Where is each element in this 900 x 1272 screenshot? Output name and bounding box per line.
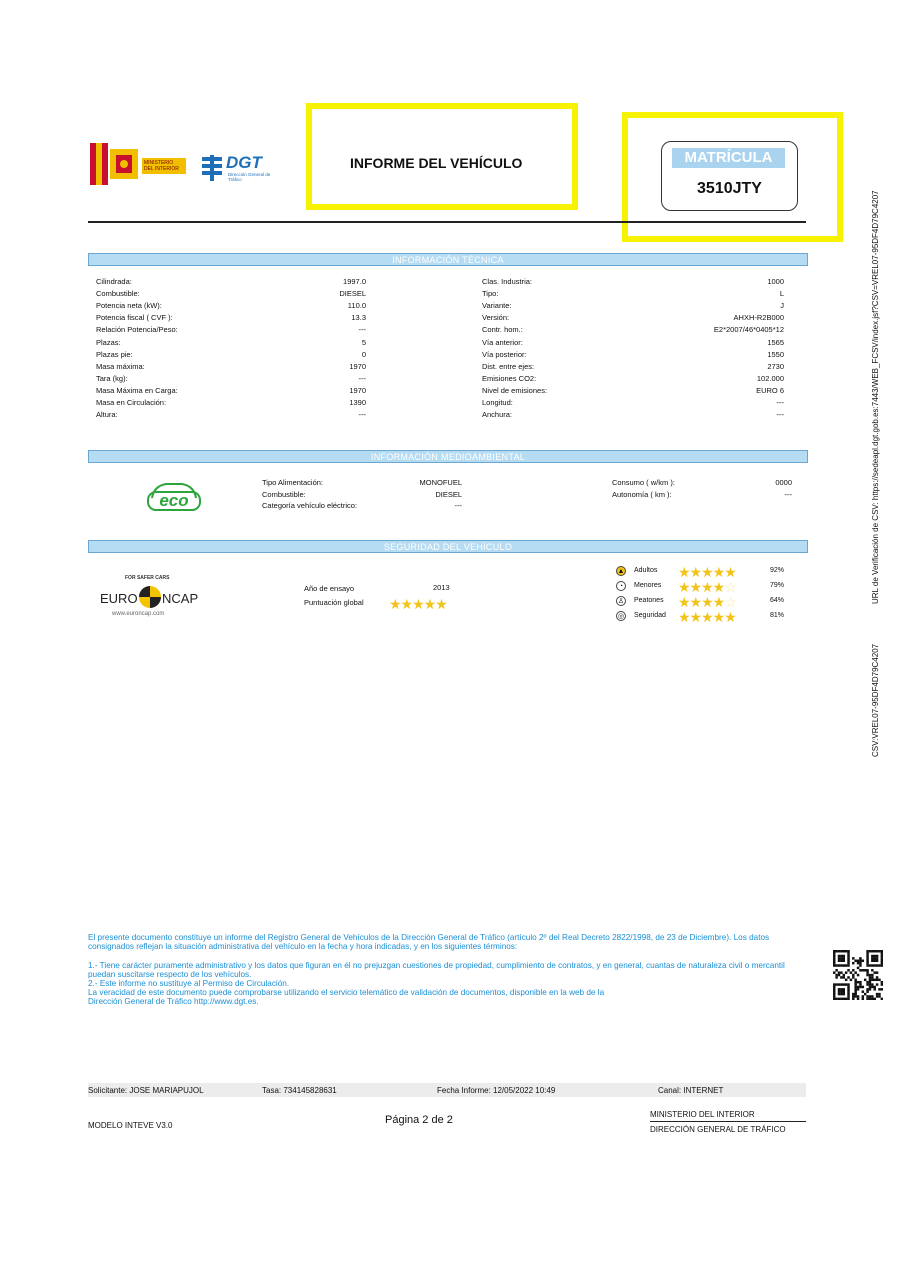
field-value: AHXH-R2B000: [733, 313, 784, 323]
field-row: [96, 409, 366, 421]
safety-category-label: Peatones: [634, 597, 664, 604]
footer-ministerio: MINISTERIO DEL INTERIOR: [650, 1110, 755, 1119]
field-value: 1970: [349, 361, 366, 371]
tech-right-column: [482, 276, 784, 426]
field-value: 1390: [349, 398, 366, 407]
legal-item-4: Dirección General de Tráfico http://www.dgt.es.: [88, 997, 259, 1006]
legal-item-1: 1.- Tiene carácter puramente administrativo y los datos que figuran en él no prejuzgan cuestiones de propiedad, cumplimiento de contratos, y en general, cuantas de naturaleza civil o mercantil puedan suscitarse respecto de los vehículos.: [88, 961, 785, 979]
footer-canal: Canal: INTERNET: [658, 1086, 724, 1095]
csv-code-vertical: CSV:VREL07-95DF4D79C4207: [871, 643, 880, 757]
dgt-logo-text: DGT: [226, 153, 262, 172]
plate-number: 3510JTY: [697, 180, 762, 197]
field-row: [482, 373, 784, 385]
field-value: DIESEL: [435, 489, 462, 499]
field-row: [96, 385, 366, 397]
field-value: ---: [784, 489, 792, 499]
field-row: [482, 276, 784, 288]
field-value: 5: [361, 337, 366, 347]
field-value: 1970: [349, 385, 366, 395]
safety-category-label: Menores: [634, 582, 662, 589]
field-value: 1997.0: [343, 277, 366, 286]
qr-code: [833, 950, 883, 1000]
child-icon: ◔: [616, 581, 626, 591]
spain-coat-of-arms: [90, 143, 140, 185]
field-value: ---: [454, 501, 462, 510]
safety-category-stars: ★★★★★: [678, 609, 736, 625]
field-label: Masa Máxima en Carga:: [96, 385, 178, 395]
test-year-value: 2013: [433, 583, 450, 592]
field-row: [482, 409, 784, 421]
field-label: Longitud:: [482, 398, 513, 407]
field-row: [482, 385, 784, 397]
footer-pagina: Página 2 de 2: [385, 1114, 453, 1126]
page-title: INFORME DEL VEHÍCULO: [350, 155, 523, 171]
footer-modelo: MODELO INTEVE V3.0: [88, 1121, 173, 1130]
euroncap-euro: EURO: [100, 591, 138, 606]
safety-categories: [616, 566, 796, 628]
field-row: [482, 361, 784, 373]
ministry-label: MINISTERIO DEL INTERIOR: [142, 158, 186, 174]
field-value: 110.0: [347, 301, 366, 311]
eco-label: eco: [159, 491, 189, 510]
field-label: Tara (kg):: [96, 373, 128, 383]
footer-rule: [650, 1121, 806, 1122]
field-label: Masa en Circulación:: [96, 398, 167, 407]
field-label: Relación Potencia/Peso:: [96, 325, 178, 335]
field-row: [96, 373, 366, 385]
field-row: [262, 500, 462, 512]
field-value: 1550: [767, 349, 784, 359]
field-row: [612, 477, 792, 489]
footer-solicitante: Solicitante: JOSE MARIAPUJOL: [88, 1086, 204, 1095]
legal-item-2: 2.- Este informe no sustituye al Permiso de Circulación.: [88, 979, 290, 988]
plate-card: [661, 141, 798, 211]
env-section-header: INFORMACIÓN MEDIOAMBIENTAL: [88, 450, 808, 463]
safety-assist-icon: ◎: [617, 613, 625, 620]
csv-url-vertical: URL de Verificación de CSV: https://sedeapl.dgt.gob.es:7443/WEB_FCSV/index.jsf?CSV=VREL07-95DF4D79C4207: [871, 190, 880, 604]
field-label: Autonomía ( km ):: [612, 489, 672, 499]
field-value: ---: [358, 410, 366, 420]
field-value: L: [779, 289, 784, 299]
field-row: [482, 312, 784, 324]
field-value: ---: [358, 373, 366, 383]
field-row: [96, 397, 366, 409]
header-rule: [88, 221, 806, 223]
field-value: 13.3: [351, 313, 366, 323]
field-label: Vía posterior:: [482, 349, 527, 359]
field-label: Categoría vehículo eléctrico:: [262, 501, 358, 510]
field-row: [482, 337, 784, 349]
dgt-subtitle: Dirección General de Tráfico: [228, 172, 271, 182]
dgt-logo: [200, 153, 280, 187]
euroncap-badge-icon: [139, 586, 161, 608]
field-row: [96, 361, 366, 373]
plate-label: MATRÍCULA: [672, 148, 785, 168]
global-score-label: Puntuación global: [304, 598, 364, 607]
field-value: 2730: [767, 361, 784, 371]
field-label: Contr. hom.:: [482, 325, 523, 335]
field-value: 0000: [775, 478, 792, 487]
field-value: E2*2007/46*0405*12: [713, 325, 784, 335]
field-label: Dist. entre ejes:: [482, 361, 535, 371]
safety-section-header: SEGURIDAD DEL VEHÍCULO: [88, 540, 808, 553]
field-value: ---: [776, 398, 784, 407]
legal-item-3: La veracidad de este documento puede comprobarse utilizando el servicio telemático de validación de documentos, disponible en la web de la: [88, 988, 605, 997]
euroncap-url: www.euroncap.com: [112, 611, 165, 617]
field-row: [262, 477, 462, 489]
field-row: [482, 397, 784, 409]
field-label: Tipo Alimentación:: [262, 478, 324, 487]
euroncap-logo: [98, 575, 198, 623]
field-label: Consumo ( w/km ):: [612, 478, 675, 487]
field-value: ---: [358, 325, 366, 335]
field-label: Emisiones CO2:: [482, 373, 537, 383]
env-right-column: [612, 477, 792, 507]
field-value: DIESEL: [339, 289, 366, 299]
field-label: Potencia fiscal ( CVF ):: [96, 313, 173, 323]
field-value: 1000: [767, 277, 784, 286]
field-row: [96, 349, 366, 361]
field-value: EURO 6: [756, 385, 784, 395]
field-row: [262, 489, 462, 501]
footer-fecha: Fecha Informe: 12/05/2022 10:49: [437, 1086, 556, 1095]
field-label: Combustible:: [96, 289, 140, 299]
safety-category-stars: ★★★★☆: [678, 594, 736, 610]
field-label: Potencia neta (kW):: [96, 301, 162, 311]
safety-category-percent: 92%: [770, 567, 785, 574]
field-label: Plazas pie:: [96, 349, 133, 359]
field-row: [612, 489, 792, 501]
field-row: [96, 324, 366, 336]
field-row: [482, 324, 784, 336]
field-value: ---: [776, 410, 784, 420]
safety-category-percent: 79%: [770, 582, 785, 589]
field-row: [96, 300, 366, 312]
field-label: Plazas:: [96, 337, 121, 347]
footer-tasa: Tasa: 734145828631: [262, 1086, 337, 1095]
field-label: Anchura:: [482, 410, 513, 420]
field-label: Cilindrada:: [96, 277, 132, 286]
field-value: 0: [361, 349, 366, 359]
adult-icon: ▲: [617, 568, 625, 575]
field-row: [96, 312, 366, 324]
field-value: J: [780, 301, 784, 311]
euroncap-ncap: NCAP: [162, 591, 199, 606]
euroncap-tagline: FOR SAFER CARS: [125, 575, 170, 581]
field-label: Nivel de emisiones:: [482, 385, 548, 395]
safety-category-stars: ★★★★★: [678, 564, 736, 580]
safety-category-label: Seguridad: [634, 612, 666, 619]
test-year-label: Año de ensayo: [304, 584, 355, 593]
field-label: Tipo:: [482, 289, 499, 299]
field-label: Vía anterior:: [482, 337, 523, 347]
field-row: [96, 288, 366, 300]
field-row: [482, 349, 784, 361]
field-row: [96, 337, 366, 349]
field-row: [482, 300, 784, 312]
field-value: 1565: [767, 337, 784, 347]
pedestrian-icon: ♙: [617, 598, 625, 605]
safety-category-stars: ★★★★☆: [678, 579, 736, 595]
tech-section-header: INFORMACIÓN TÉCNICA: [88, 253, 808, 266]
field-label: Clas. Industria:: [482, 277, 533, 286]
field-row: [96, 276, 366, 288]
field-row: [482, 288, 784, 300]
field-label: Variante:: [482, 301, 512, 311]
global-stars: ★★★★★: [389, 596, 447, 612]
field-label: Combustible:: [262, 489, 306, 499]
field-value: 102.000: [756, 373, 784, 383]
field-label: Altura:: [96, 410, 118, 420]
field-label: Masa máxima:: [96, 361, 145, 371]
tech-left-column: [96, 276, 366, 426]
footer-direccion: DIRECCIÓN GENERAL DE TRÁFICO: [650, 1125, 786, 1134]
field-label: Versión:: [482, 313, 510, 323]
eco-badge: [146, 478, 202, 512]
legal-paragraph: El presente documento constituye un informe del Registro General de Vehículos de la Dirección General de Tráfico (artículo 2º del Real Decreto 2822/1998, de 23 de Diciembre). Los datos consignados reflejan la situación administrativa del vehículo en la fecha y hora indicadas, y en los siguientes términos:: [88, 933, 770, 951]
field-value: MONOFUEL: [419, 478, 462, 487]
safety-category-label: Adultos: [634, 567, 658, 574]
env-left-column: [262, 477, 462, 517]
safety-category-percent: 64%: [770, 597, 785, 604]
safety-category-percent: 81%: [770, 612, 785, 619]
